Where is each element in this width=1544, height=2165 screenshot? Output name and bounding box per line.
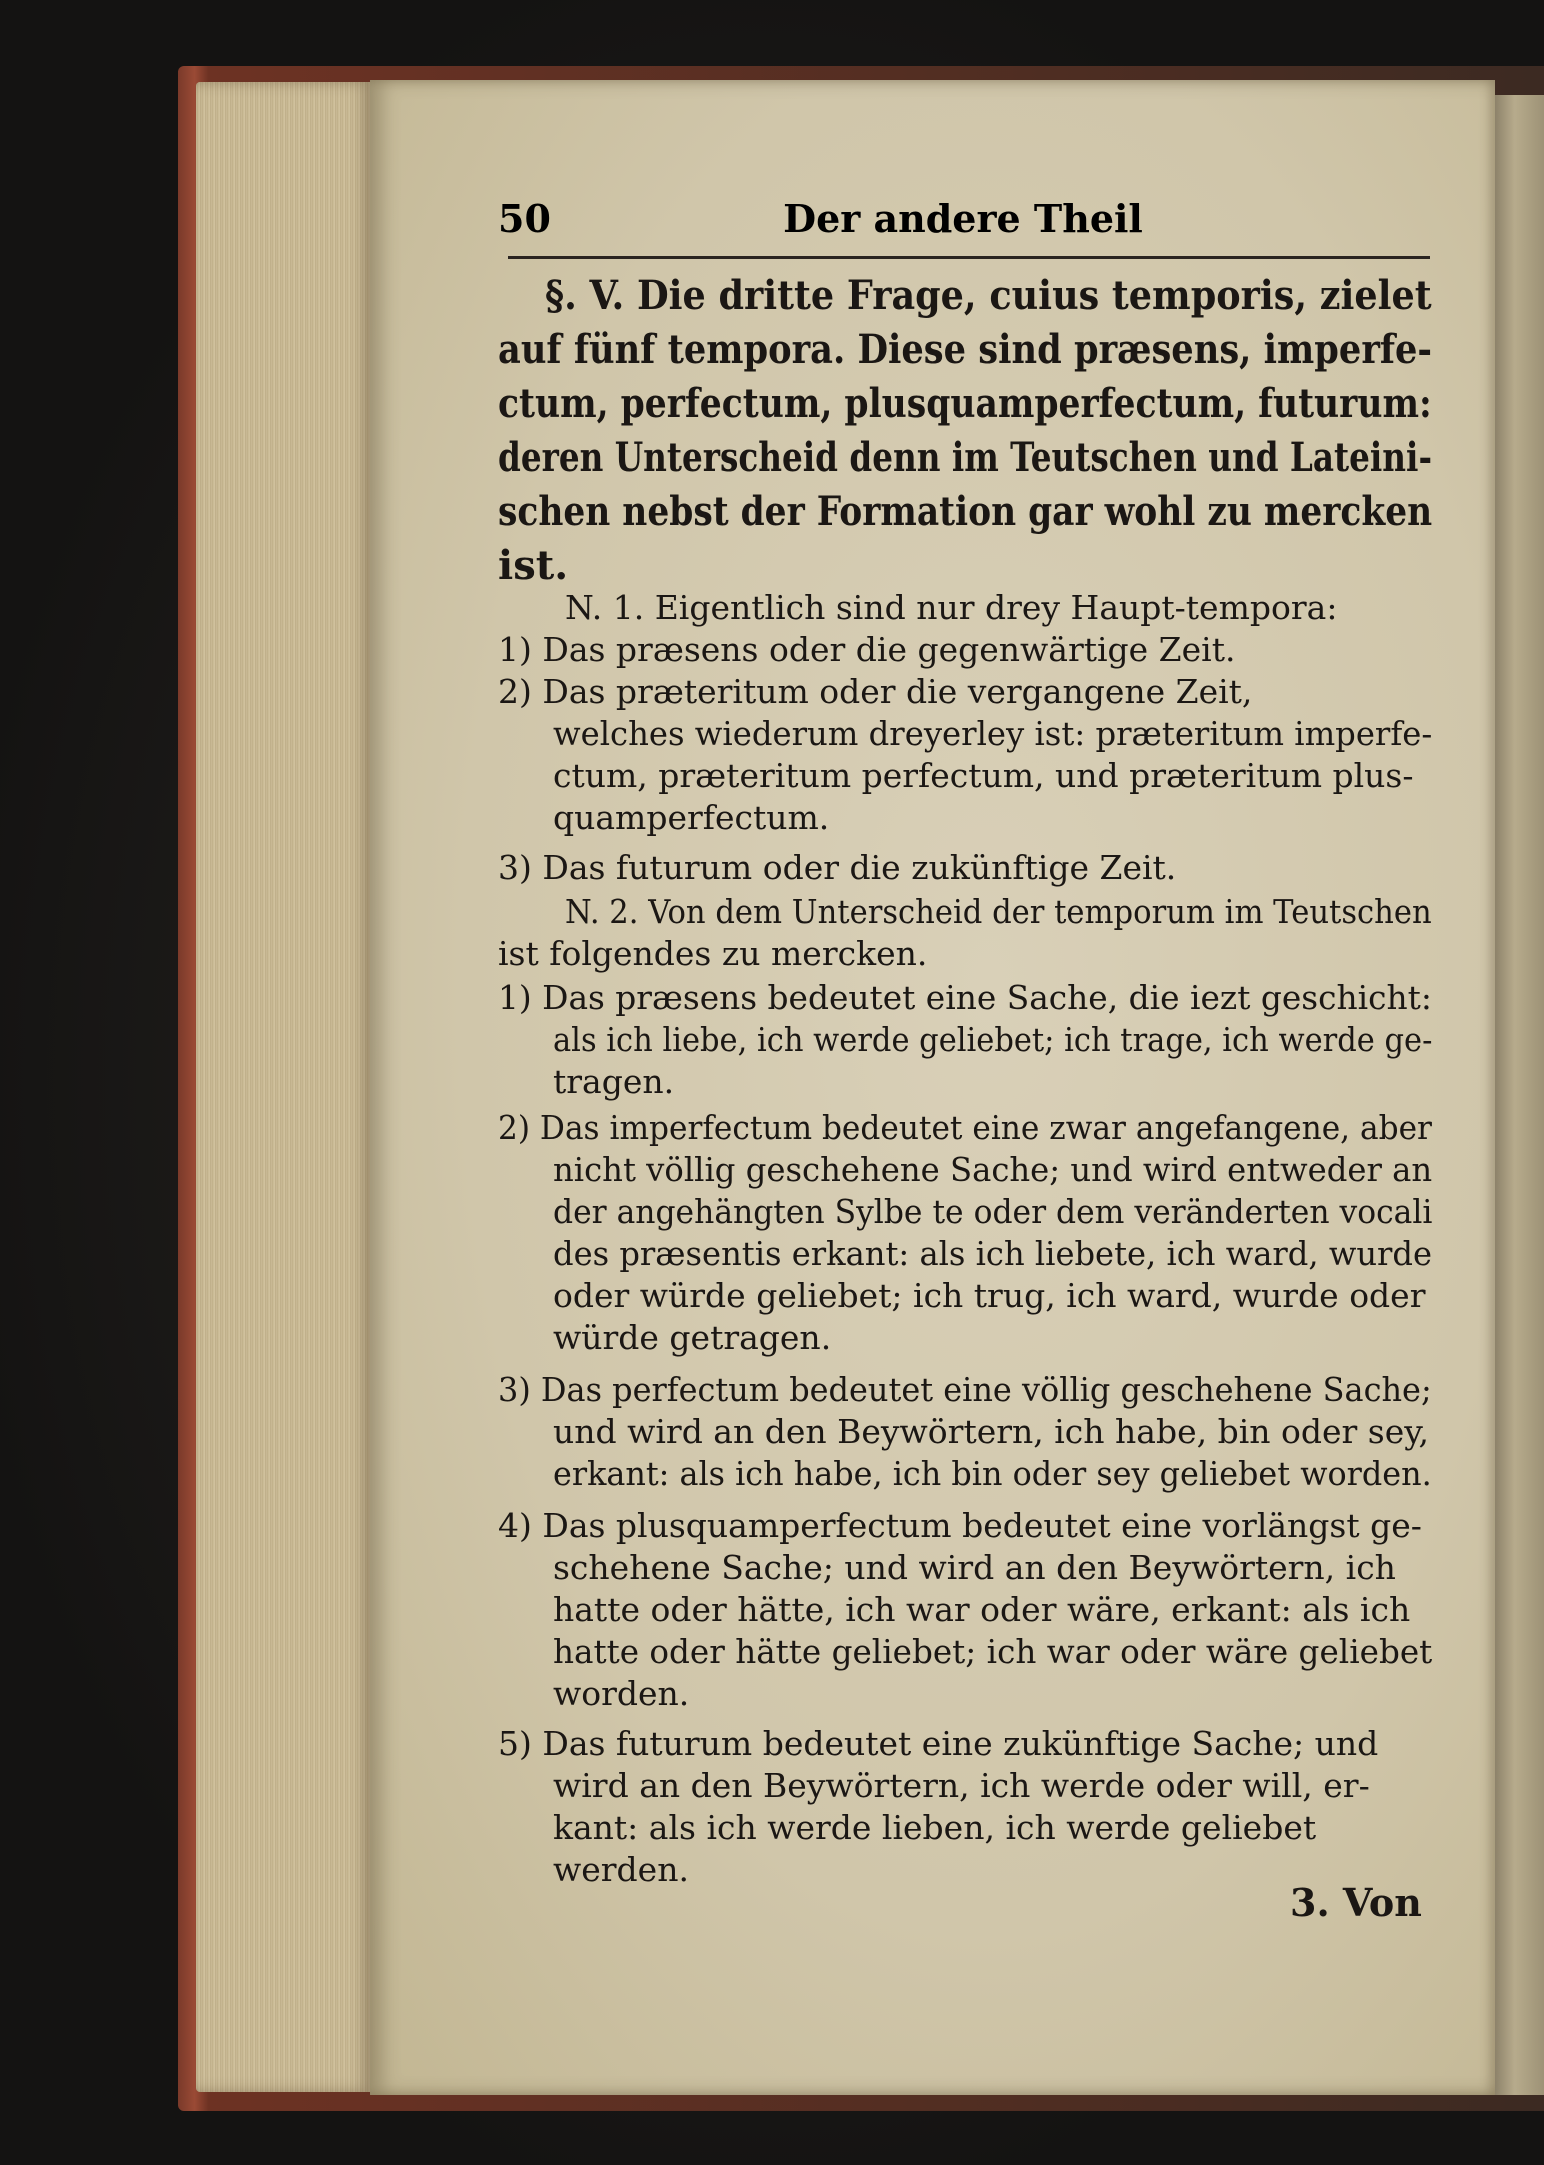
text-line: schehene Sache; und wird an den Beywörtern, ich — [553, 1548, 1396, 1587]
text-line: oder würde geliebet; ich trug, ich ward, wurde oder — [553, 1276, 1426, 1315]
running-title: Der andere Theil — [783, 196, 1143, 241]
text-line: hatte oder hätte geliebet; ich war oder wäre geliebet — [553, 1632, 1433, 1671]
text-line: ctum, perfectum, plusquamperfectum, futurum: — [498, 380, 1432, 427]
text-line: auf fünf tempora. Diese sind præsens, imperfe- — [498, 326, 1433, 373]
text-line: 3) Das futurum oder die zukünftige Zeit. — [498, 848, 1177, 887]
text-line: kant: als ich werde lieben, ich werde geliebet — [553, 1808, 1317, 1847]
text-line: würde getragen. — [553, 1318, 832, 1357]
text-line: ctum, præteritum perfectum, und præteritum plus- — [553, 756, 1414, 795]
text-line: hatte oder hätte, ich war oder wäre, erkant: als ich — [553, 1590, 1411, 1629]
text-line: worden. — [553, 1674, 690, 1713]
text-line: 4) Das plusquamperfectum bedeutet eine vorlängst ge- — [498, 1506, 1422, 1545]
text-line: 5) Das futurum bedeutet eine zukünftige Sache; und — [498, 1724, 1379, 1763]
facing-page-edge — [1495, 95, 1544, 2095]
text-line: tragen. — [553, 1062, 675, 1101]
text-line: wird an den Beywörtern, ich werde oder will, er- — [553, 1766, 1370, 1805]
text-line: der angehängten Sylbe te oder dem veränderten vocali — [553, 1192, 1433, 1231]
text-line: nicht völlig geschehene Sache; und wird entweder an — [553, 1150, 1433, 1189]
text-line: und wird an den Beywörtern, ich habe, bin oder sey, — [553, 1412, 1429, 1451]
text-line: als ich liebe, ich werde geliebet; ich trage, ich werde ge- — [553, 1020, 1433, 1059]
text-line: quamperfectum. — [553, 798, 830, 837]
text-line: 1) Das præsens bedeutet eine Sache, die iezt geschicht: — [498, 978, 1432, 1017]
text-line: werden. — [553, 1850, 689, 1889]
text-line: ist folgendes zu mercken. — [498, 934, 928, 973]
text-line: des præsentis erkant: als ich liebete, ich ward, wurde — [553, 1234, 1433, 1273]
text-line: deren Unterscheid denn im Teutschen und Lateini- — [498, 434, 1433, 481]
text-line: 1) Das præsens oder die gegenwärtige Zeit. — [498, 630, 1236, 669]
text-line: welches wiederum dreyerley ist: præteritum imperfe- — [553, 714, 1433, 753]
text-line: N. 2. Von dem Unterscheid der temporum im Teutschen — [565, 892, 1432, 931]
catchword: 3. Von — [1290, 1880, 1422, 1925]
text-line: 3) Das perfectum bedeutet eine völlig geschehene Sache; — [498, 1370, 1432, 1409]
text-line: ist. — [498, 542, 569, 589]
header-rule — [508, 256, 1430, 259]
page-header — [498, 196, 1428, 256]
text-line: 2) Das imperfectum bedeutet eine zwar angefangene, aber — [498, 1108, 1432, 1147]
text-line: §. V. Die dritte Frage, cuius temporis, zielet — [545, 272, 1432, 319]
text-line: schen nebst der Formation gar wohl zu mercken — [498, 488, 1433, 535]
text-line: erkant: als ich habe, ich bin oder sey geliebet worden. — [553, 1454, 1432, 1493]
text-line: N. 1. Eigentlich sind nur drey Haupt-tempora: — [565, 588, 1338, 627]
page-edges — [196, 82, 372, 2092]
text-line: 2) Das præteritum oder die vergangene Zeit, — [498, 672, 1253, 711]
page-number: 50 — [498, 196, 551, 241]
